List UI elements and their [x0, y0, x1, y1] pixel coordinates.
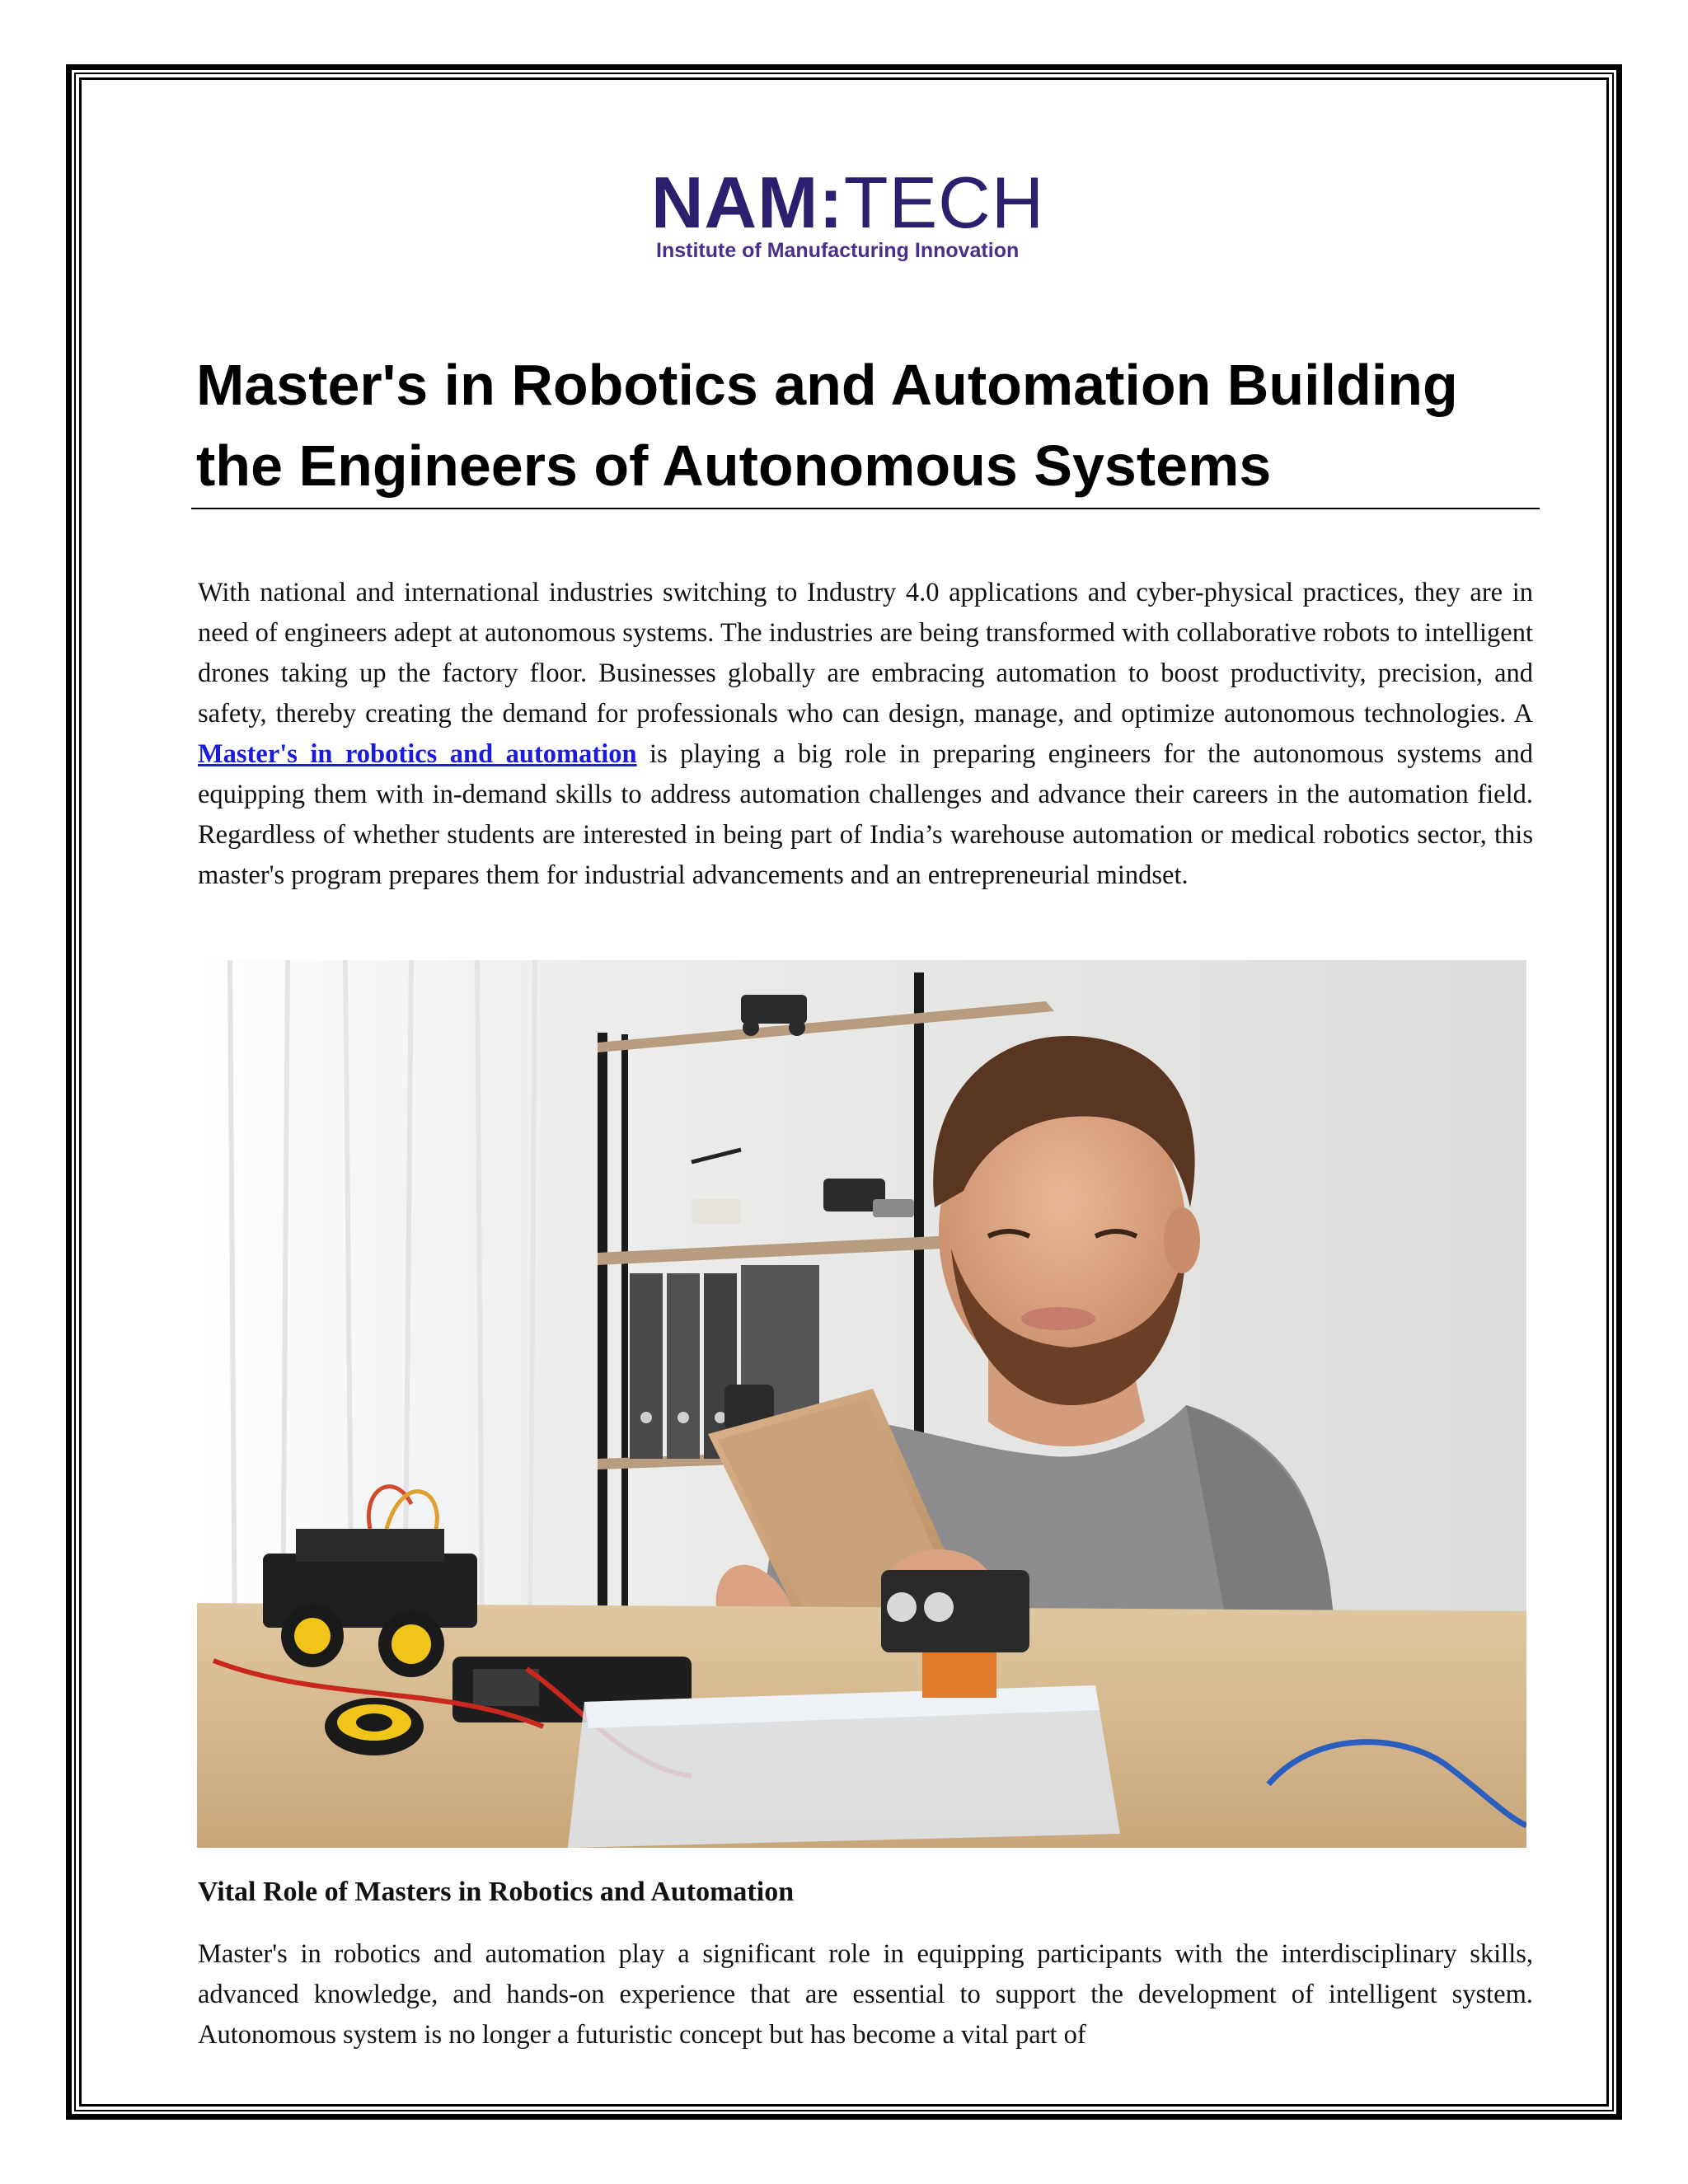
masters-program-link[interactable]: Master's in robotics and automation [198, 739, 637, 769]
namtech-logo [651, 163, 1080, 262]
intro-paragraph [198, 573, 1533, 896]
section-heading: Vital Role of Masters in Robotics and Automation [198, 1877, 795, 1907]
logo-separator: : [818, 162, 844, 243]
section-paragraph: Master's in robotics and automation play a significant role in equipping participants with the interdisciplinary skills, advanced knowledge, and hands-on experience that are essential to support the development of intelligent system. Autonomous system is no longer a futuristic concept but has become a vital part of [198, 1939, 1533, 2050]
intro-text-after-link: is playing a big role in preparing engineers for the autonomous systems and equipping them with in-demand skills to address automation challenges and advance their careers in the automation field. Regardless of whether students are interested in being part of India’s warehouse automation or medical robotics sector, this master's program prepares them for industrial advancements and an entrepreneurial mindset. [198, 739, 1533, 890]
intro-text-before-link: With national and international industries switching to Industry 4.0 applications and cyber-physical practices, they are in need of engineers adept at autonomous systems. The industries are being transformed with collaborative robots to intelligent drones taking up the factory floor. Businesses globally are embracing automation to boost productivity, precision, and safety, thereby creating the demand for professionals who can design, manage, and optimize autonomous technologies. A [198, 578, 1533, 729]
title-divider [191, 508, 1540, 509]
logo-name-bold: NAM [651, 162, 819, 243]
logo-wordmark [651, 163, 1080, 242]
logo-subtitle: Institute of Manufacturing Innovation [656, 239, 1020, 262]
logo-name-light: TECH [843, 162, 1045, 243]
robotics-student-photo [197, 960, 1526, 1848]
article-title: Master's in Robotics and Automation Building the Engineers of Autonomous Systems [196, 353, 1458, 498]
